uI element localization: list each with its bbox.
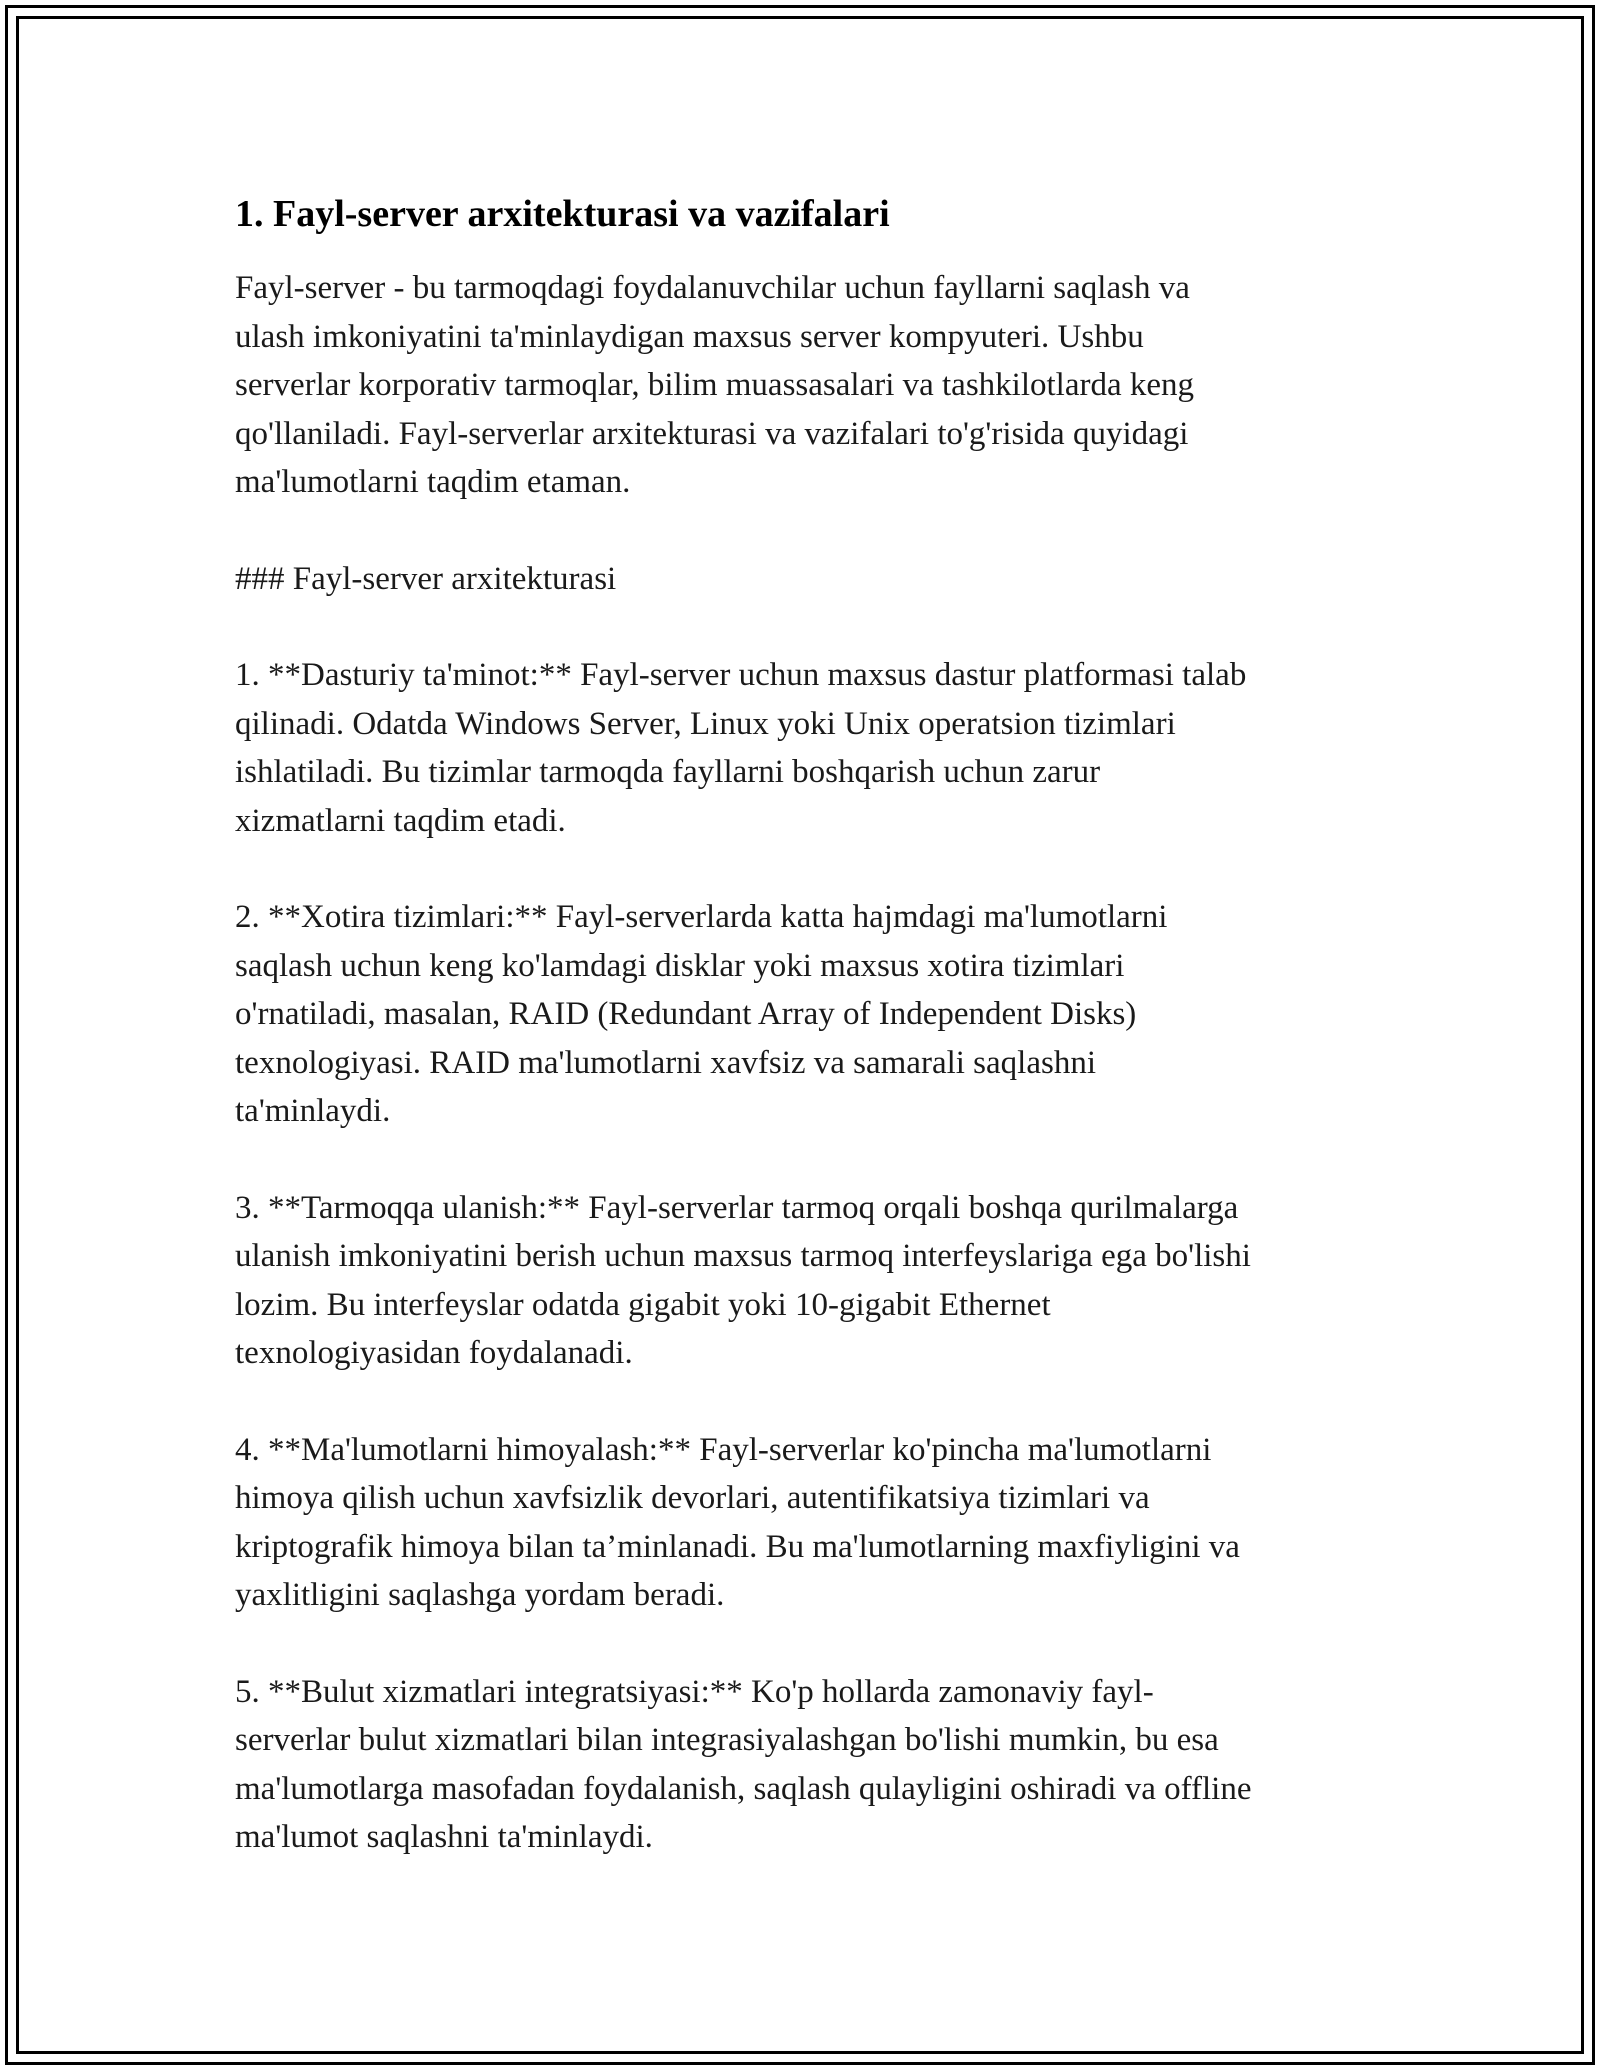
document-body — [235, 188, 1395, 1910]
document-title: 1. Fayl-server arxitekturasi va vazifalari — [235, 193, 890, 235]
section-subheading: ### Fayl-server arxitekturasi — [235, 560, 617, 597]
list-item-protection: 4. **Ma'lumotlarni himoyalash:** Fayl-serverlar ko'pincha ma'lumotlarni himoya qilish uchun xavfsizlik devorlari, autentifikatsiya tizimlari va kriptografik himoya bilan ta’minlanadi. Bu ma'lumotlarning maxfiyligini va yaxlitligini saqlashga yordam beradi. — [235, 1431, 1240, 1613]
list-item-software: 1. **Dasturiy ta'minot:** Fayl-server uchun maxsus dastur platformasi talab qilinadi. Odatda Windows Server, Linux yoki Unix operatsion tizimlari ishlatiladi. Bu tizimlar tarmoqda fayllarni boshqarish uchun zarur xizmatlarni taqdim etadi. — [235, 657, 1247, 839]
list-item-storage: 2. **Xotira tizimlari:** Fayl-serverlarda katta hajmdagi ma'lumotlarni saqlash uchun keng ko'lamdagi disklar yoki maxsus xotira tizimlari o'rnatiladi, masalan, RAID (Redundant Array of Independent Disks) texnologiyasi. RAID ma'lumotlarni xavfsiz va samarali saqlashni ta'minlaydi. — [235, 899, 1168, 1129]
list-item-network: 3. **Tarmoqqa ulanish:** Fayl-serverlar tarmoq orqali boshqa qurilmalarga ulanish imkoniyatini berish uchun maxsus tarmoq interfeyslariga ega bo'lishi lozim. Bu interfeyslar odatda gigabit yoki 10-gigabit Ethernet texnologiyasidan foydalanadi. — [235, 1189, 1251, 1371]
list-item-cloud: 5. **Bulut xizmatlari integratsiyasi:** Ko'p hollarda zamonaviy fayl- serverlar bulut xizmatlari bilan integrasiyalashgan bo'lishi mumkin, bu esa ma'lumotlarga masofadan foydalanish, saqlash qulayligini oshiradi va offline ma'lumot saqlashni ta'minlaydi. — [235, 1673, 1252, 1855]
intro-paragraph: Fayl-server - bu tarmoqdagi foydalanuvchilar uchun fayllarni saqlash va ulash imkoniyatini ta'minlaydigan maxsus server kompyuteri. Ushbu serverlar korporativ tarmoqlar, bilim muassasalari va tashkilotlarda keng qo'llaniladi. Fayl-serverlar arxitekturasi va vazifalari to'g'risida quyidagi ma'lumotlarni taqdim etaman. — [235, 270, 1195, 500]
